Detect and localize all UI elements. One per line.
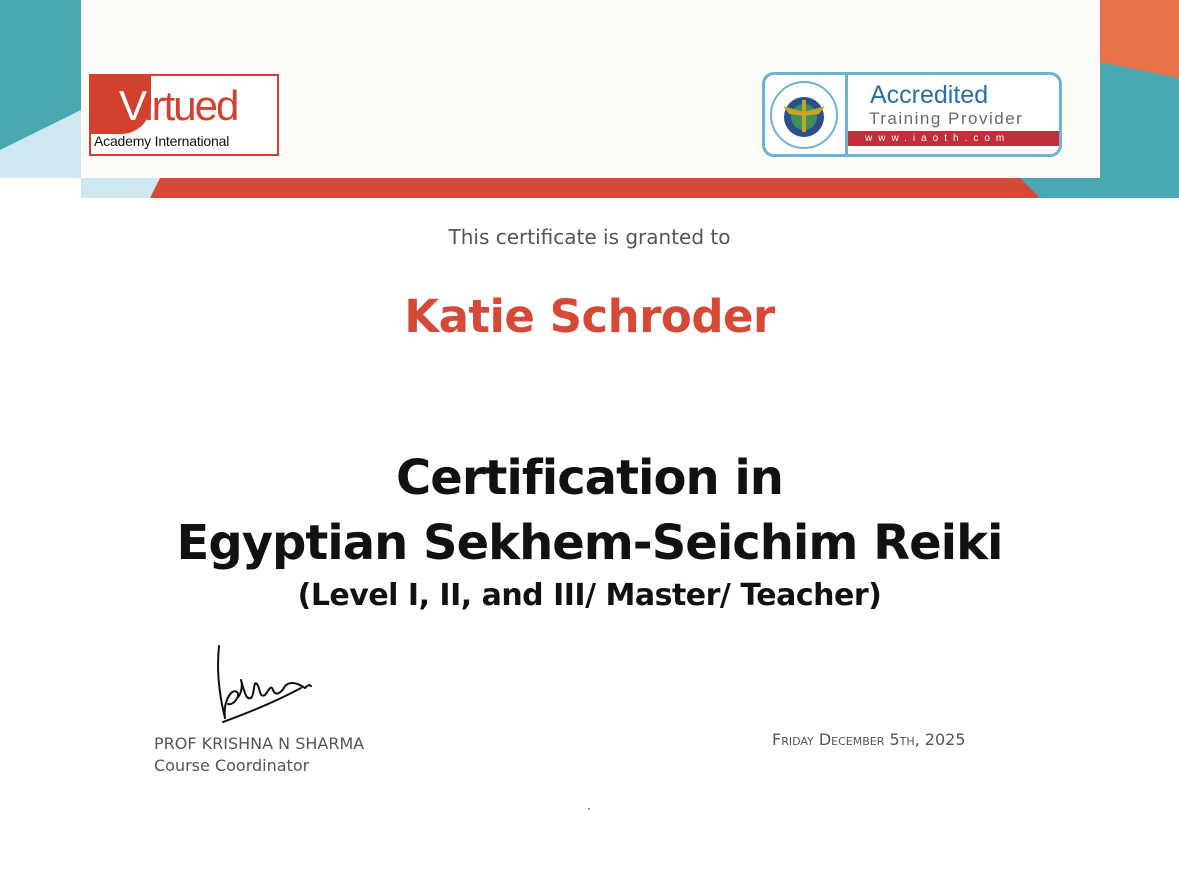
course-title-line2: Egyptian Sekhem-Seichim Reiki bbox=[176, 515, 1003, 571]
signer-role: Course Coordinator bbox=[154, 756, 310, 775]
association-seal-icon bbox=[769, 80, 839, 150]
badge-url: www.iaoth.com bbox=[865, 133, 1011, 144]
signature bbox=[195, 640, 325, 730]
divider-dot bbox=[588, 808, 590, 810]
course-title-line1: Certification in bbox=[396, 450, 783, 506]
course-level: (Level I, II, and III/ Master/ Teacher) bbox=[297, 578, 882, 613]
issue-date: Friday December 5th, 2025 bbox=[772, 730, 966, 749]
granted-text: This certificate is granted to bbox=[448, 225, 731, 249]
badge-subtitle: Training Provider bbox=[869, 109, 1024, 128]
signer-name: PROF KRISHNA N SHARMA bbox=[154, 734, 365, 753]
logo-name: Virtued bbox=[119, 82, 238, 129]
virtued-logo bbox=[89, 74, 279, 156]
recipient-name: Katie Schroder bbox=[404, 290, 775, 343]
accredited-badge bbox=[762, 72, 1062, 157]
logo-subtitle: Academy International bbox=[94, 133, 230, 149]
badge-title: Accredited bbox=[870, 81, 989, 109]
